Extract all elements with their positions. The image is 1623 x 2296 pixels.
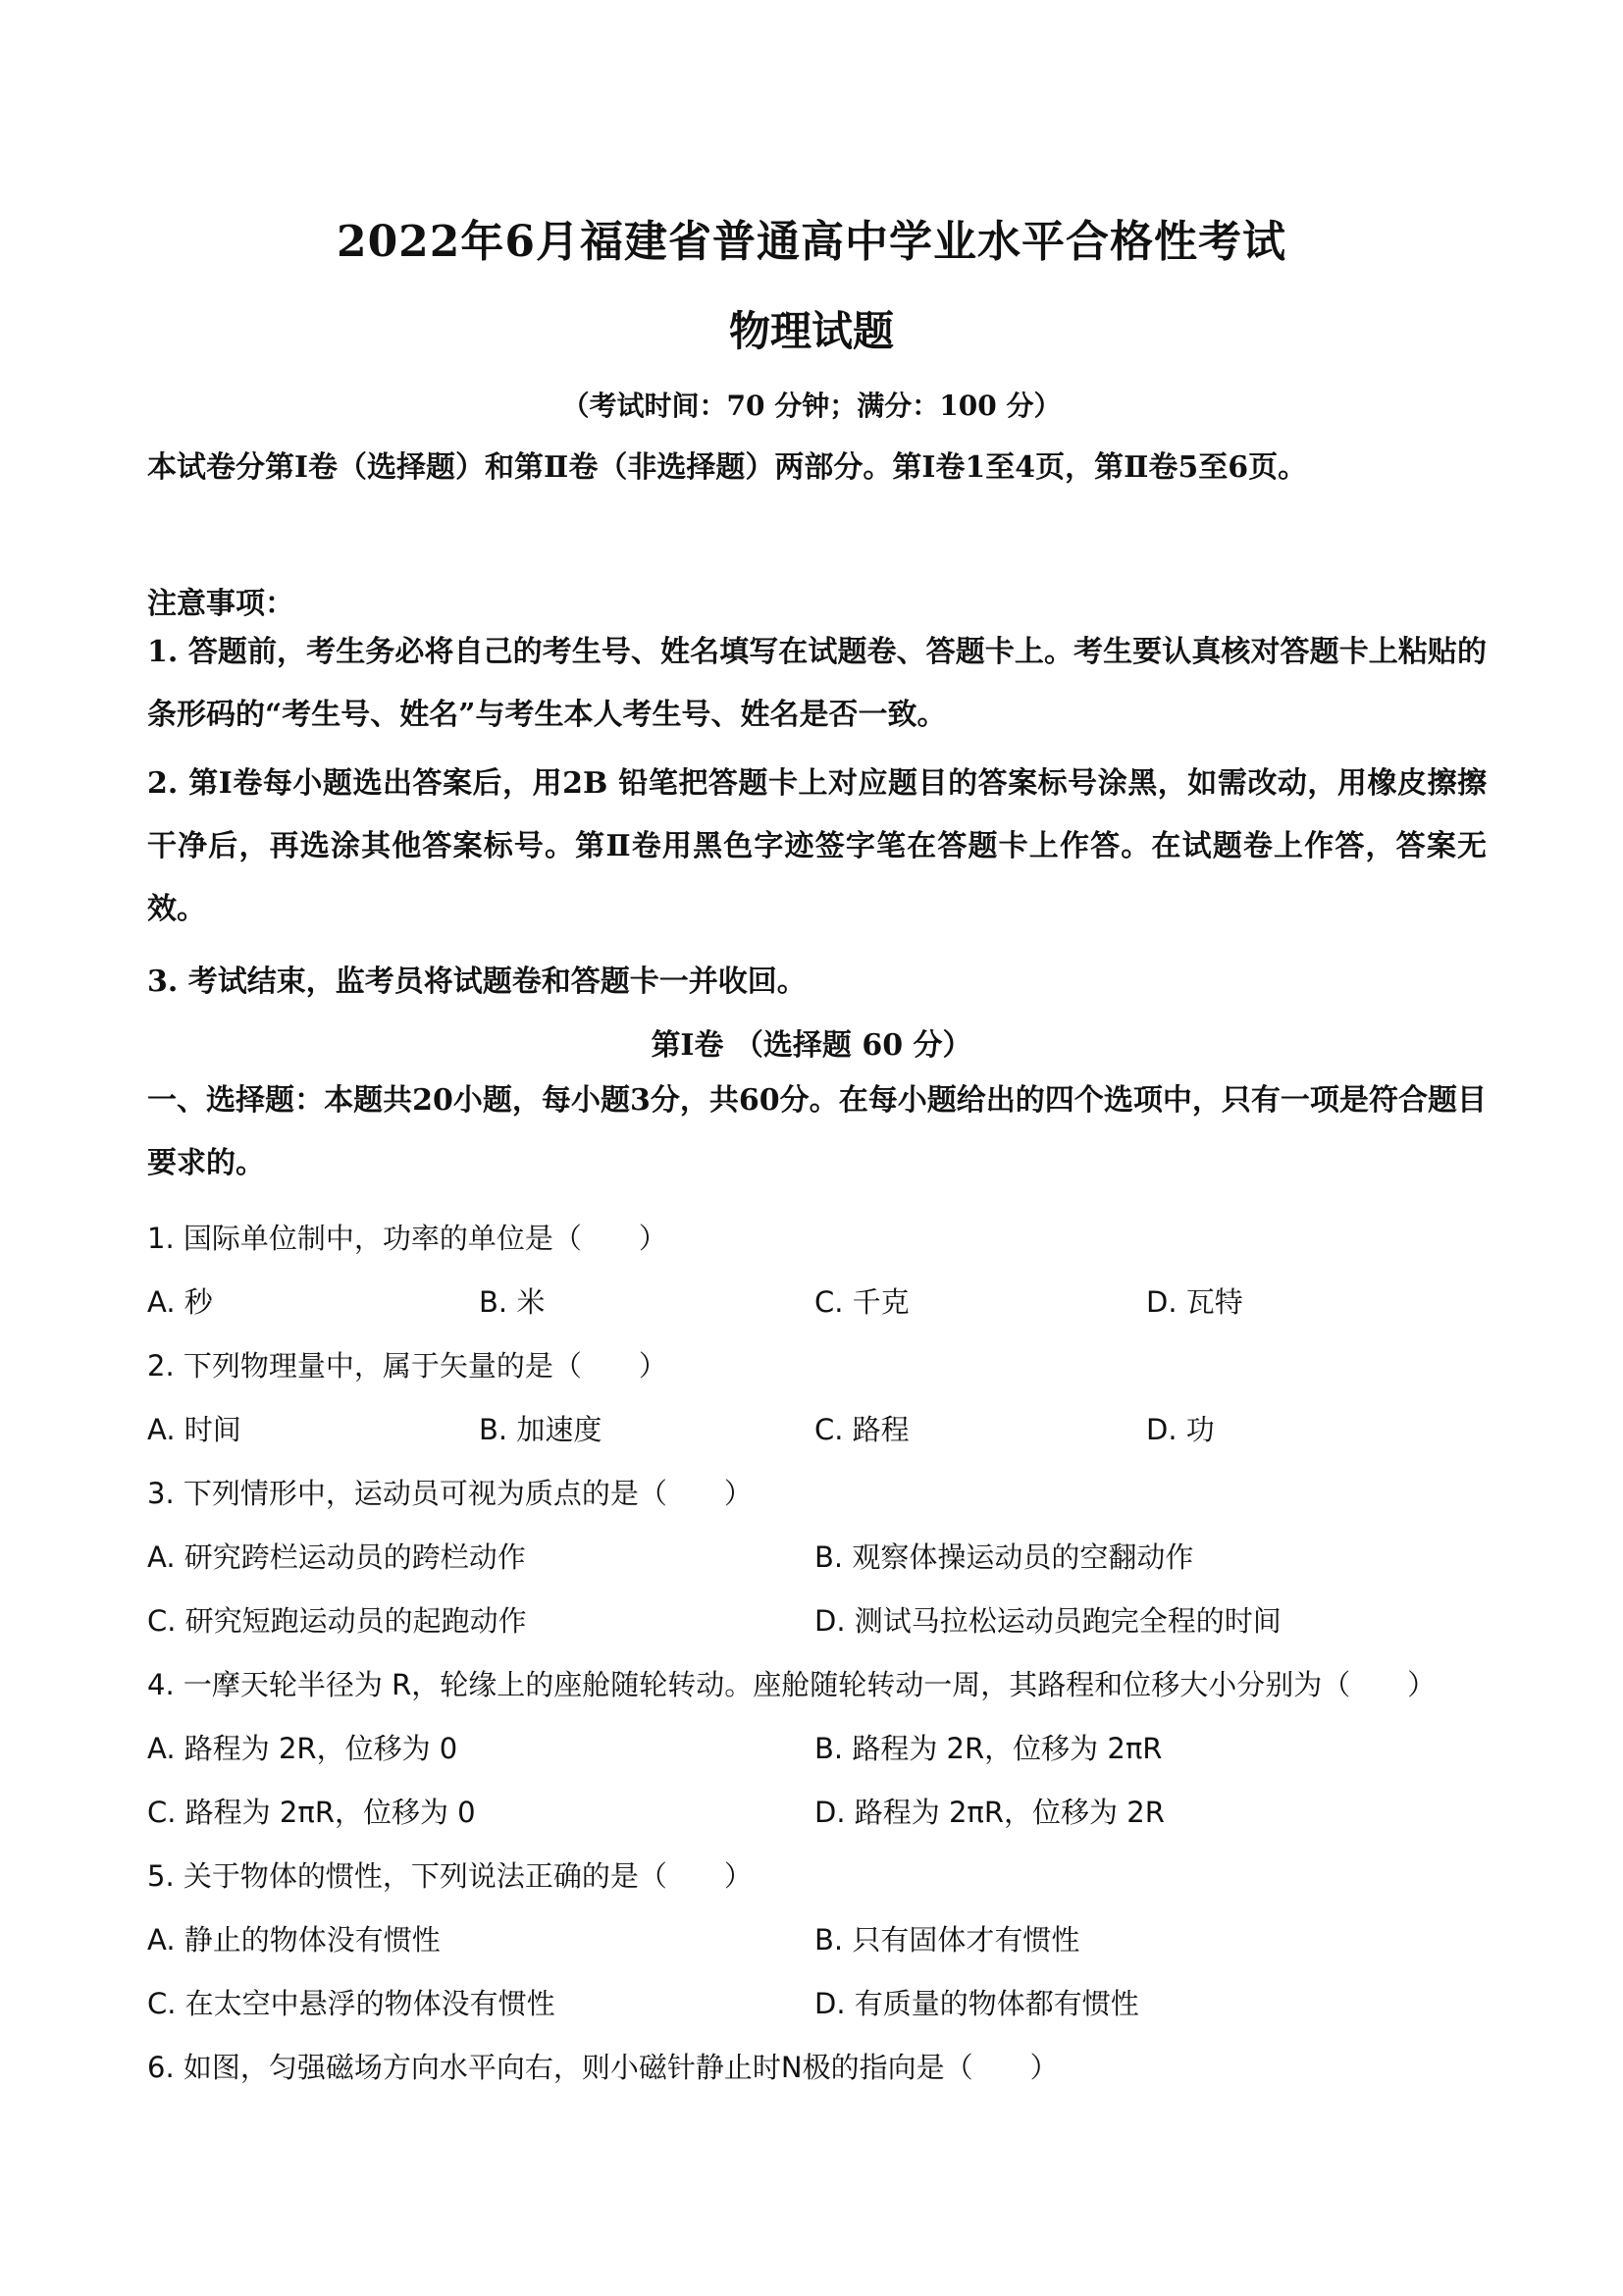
question-2-stem: 2. 下列物理量中，属于矢量的是（ ） bbox=[147, 1349, 667, 1383]
question-5-option-a: A. 静止的物体没有惯性 bbox=[147, 1923, 441, 1957]
question-3-option-a: A. 研究跨栏运动员的跨栏动作 bbox=[147, 1540, 526, 1574]
question-2-option-d: D. 功 bbox=[1146, 1413, 1215, 1446]
question-5-option-c: C. 在太空中悬浮的物体没有惯性 bbox=[147, 1987, 555, 2020]
exam-time-note: （考试时间：70 分钟；满分：100 分） bbox=[561, 390, 1062, 422]
question-1-stem: 1. 国际单位制中，功率的单位是（ ） bbox=[147, 1222, 667, 1255]
notice-item-2: 2. 第Ⅰ卷每小题选出答案后，用2B 铅笔把答题卡上对应题目的答案标号涂黑，如需改动，用橡皮擦擦干净后，再选涂其他答案标号。第Ⅱ卷用黑色字迹签字笔在答题卡上作答。在试题卷上作答，答案无效。 bbox=[147, 766, 1487, 926]
exam-subtitle: 物理试题 bbox=[728, 307, 894, 355]
question-4-option-a: A. 路程为 2R，位移为 0 bbox=[147, 1732, 458, 1765]
question-4-option-c: C. 路程为 2πR，位移为 0 bbox=[147, 1796, 476, 1829]
question-6-stem: 6. 如图，匀强磁场方向水平向右，则小磁针静止时N极的指向是（ ） bbox=[147, 2051, 1059, 2084]
section-title: 第Ⅰ卷 （选择题 60 分） bbox=[651, 1028, 972, 1063]
question-5-option-b: B. 只有固体才有惯性 bbox=[814, 1923, 1080, 1957]
question-3-stem: 3. 下列情形中，运动员可视为质点的是（ ） bbox=[147, 1477, 753, 1510]
question-3-option-b: B. 观察体操运动员的空翻动作 bbox=[814, 1540, 1194, 1574]
question-5-option-d: D. 有质量的物体都有惯性 bbox=[814, 1987, 1139, 2020]
exam-title: 2022年6月福建省普通高中学业水平合格性考试 bbox=[336, 217, 1287, 267]
question-3-option-d: D. 测试马拉松运动员跑完全程的时间 bbox=[814, 1604, 1282, 1638]
question-1-option-c: C. 千克 bbox=[814, 1285, 910, 1319]
question-1-option-d: D. 瓦特 bbox=[1146, 1285, 1243, 1319]
question-1-option-b: B. 米 bbox=[479, 1285, 546, 1319]
question-3-option-c: C. 研究短跑运动员的起跑动作 bbox=[147, 1604, 527, 1638]
intro-paragraph: 本试卷分第Ⅰ卷（选择题）和第Ⅱ卷（非选择题）两部分。第Ⅰ卷1至4页，第Ⅱ卷5至6页。 bbox=[147, 450, 1308, 485]
question-1-option-a: A. 秒 bbox=[147, 1285, 213, 1319]
question-4-stem: 4. 一摩天轮半径为 R，轮缘上的座舱随轮转动。座舱随轮转动一周，其路程和位移大小分别为（ ） bbox=[147, 1668, 1437, 1701]
question-4-option-d: D. 路程为 2πR，位移为 2R bbox=[814, 1796, 1165, 1829]
question-4-option-b: B. 路程为 2R，位移为 2πR bbox=[814, 1732, 1163, 1765]
notice-item-3: 3. 考试结束，监考员将试题卷和答题卡一并收回。 bbox=[147, 965, 807, 999]
notice-heading: 注意事项： bbox=[147, 587, 294, 621]
notice-item-1: 1. 答题前，考生务必将自己的考生号、姓名填写在试题卷、答题卡上。考生要认真核对答题卡上粘贴的条形码的“考生号、姓名”与考生本人考生号、姓名是否一致。 bbox=[147, 635, 1487, 732]
question-2-option-b: B. 加速度 bbox=[479, 1413, 602, 1446]
question-2-option-a: A. 时间 bbox=[147, 1413, 241, 1446]
section-instruction: 一、选择题：本题共20小题，每小题3分，共60分。在每小题给出的四个选项中，只有一项是符合题目要求的。 bbox=[147, 1083, 1487, 1180]
question-5-stem: 5. 关于物体的惯性，下列说法正确的是（ ） bbox=[147, 1859, 753, 1893]
question-2-option-c: C. 路程 bbox=[814, 1413, 910, 1446]
